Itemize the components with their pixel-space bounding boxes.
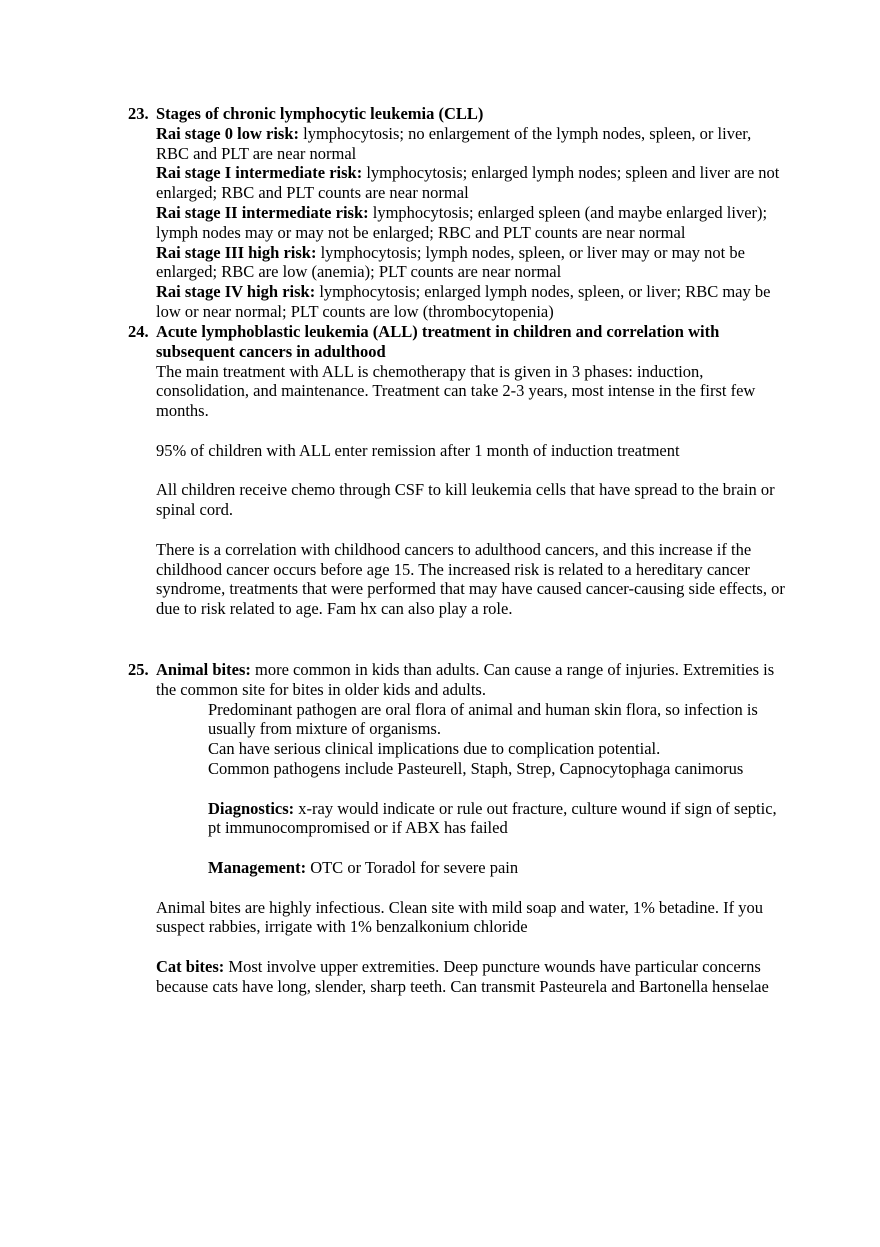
intro-text: more common in kids than adults. Can cause a range of injuries. Extremities is the common site for bites in older kids and adults. bbox=[156, 660, 775, 699]
indented-line: Predominant pathogen are oral flora of animal and human skin flora, so infection is usually from mixture of organisms. bbox=[208, 699, 758, 739]
paragraph: 95% of children with ALL enter remission after 1 month of induction treatment bbox=[156, 440, 680, 460]
infection-paragraph: Animal bites are highly infectious. Clean site with mild soap and water, 1% betadine. If you suspect rabbies, irrigate with 1% benzalkonium chloride bbox=[156, 897, 763, 937]
indented-line: Can have serious clinical implications due to complication potential. bbox=[208, 739, 661, 759]
stage-label: Rai stage III high risk: bbox=[156, 242, 317, 262]
stage-label: Rai stage IV high risk: bbox=[156, 282, 316, 302]
paragraph: There is a correlation with childhood cancers to adulthood cancers, and this increase if the childhood cancer occurs before age 15. The increased risk is related to a hereditary cancer syndrome, treatments that were performed that may have caused cancer-causing side effects, or due to risk related to age. Fam hx can also play a role. bbox=[156, 539, 785, 619]
diagnostics-label: Diagnostics: bbox=[208, 798, 295, 818]
management bbox=[208, 858, 788, 878]
stage-3 bbox=[156, 243, 788, 283]
section-24 bbox=[128, 322, 788, 619]
section-number: 23. bbox=[128, 104, 149, 123]
stage-label: Rai stage I intermediate risk: bbox=[156, 163, 363, 183]
section-number: 25. bbox=[128, 660, 149, 679]
paragraph: The main treatment with ALL is chemotherapy that is given in 3 phases: induction, consolidation, and maintenance. Treatment can take 2-3 years, most intense in the first few months. bbox=[156, 361, 756, 421]
stage-label: Rai stage II intermediate risk: bbox=[156, 202, 369, 222]
stage-1 bbox=[156, 163, 788, 203]
cat-bites-text: Most involve upper extremities. Deep puncture wounds have particular concerns because cats have long, slender, sharp teeth. Can transmit Pasteurela and Bartonella henselae bbox=[156, 956, 769, 996]
cat-bites bbox=[156, 957, 788, 997]
paragraph: All children receive chemo through CSF to kill leukemia cells that have spread to the brain or spinal cord. bbox=[156, 480, 775, 520]
stage-text: lymphocytosis; enlarged lymph nodes, spleen, or liver; RBC may be low or near normal; PLT counts are low (thrombocytopenia) bbox=[156, 282, 771, 321]
diagnostics-text: x-ray would indicate or rule out fracture, culture wound if sign of septic, pt immunocompromised or if ABX has failed bbox=[208, 798, 777, 838]
diagnostics bbox=[208, 799, 788, 839]
stage-text: lymphocytosis; enlarged lymph nodes; spleen and liver are not enlarged; RBC and PLT counts are near normal bbox=[156, 163, 780, 203]
section-intro bbox=[156, 660, 788, 700]
stage-4 bbox=[156, 282, 788, 322]
section-title: Acute lymphoblastic leukemia (ALL) treatment in children and correlation with subsequent cancers in adulthood bbox=[156, 322, 720, 361]
section-number: 24. bbox=[128, 322, 149, 341]
management-text: OTC or Toradol for severe pain bbox=[306, 857, 519, 877]
stage-2 bbox=[156, 203, 788, 243]
indented-line: Common pathogens include Pasteurell, Staph, Strep, Capnocytophaga canimorus bbox=[208, 758, 744, 778]
section-23 bbox=[128, 104, 788, 322]
section-title: Animal bites: bbox=[156, 660, 251, 679]
pathogen-notes bbox=[208, 700, 788, 878]
cat-bites-label: Cat bites: bbox=[156, 956, 225, 976]
management-label: Management: bbox=[208, 857, 307, 877]
stage-text: lymphocytosis; lymph nodes, spleen, or liver may or may not be enlarged; RBC are low (anemia); PLT counts are near normal bbox=[156, 242, 745, 282]
stage-text: lymphocytosis; enlarged spleen (and maybe enlarged liver); lymph nodes may or may not be enlarged; RBC and PLT counts are near normal bbox=[156, 202, 768, 242]
stage-0 bbox=[156, 124, 788, 164]
stage-label: Rai stage 0 low risk: bbox=[156, 123, 299, 143]
stage-text: lymphocytosis; no enlargement of the lymph nodes, spleen, or liver, RBC and PLT are near normal bbox=[156, 123, 752, 163]
section-25 bbox=[128, 660, 788, 997]
section-title: Stages of chronic lymphocytic leukemia (CLL) bbox=[156, 104, 484, 123]
